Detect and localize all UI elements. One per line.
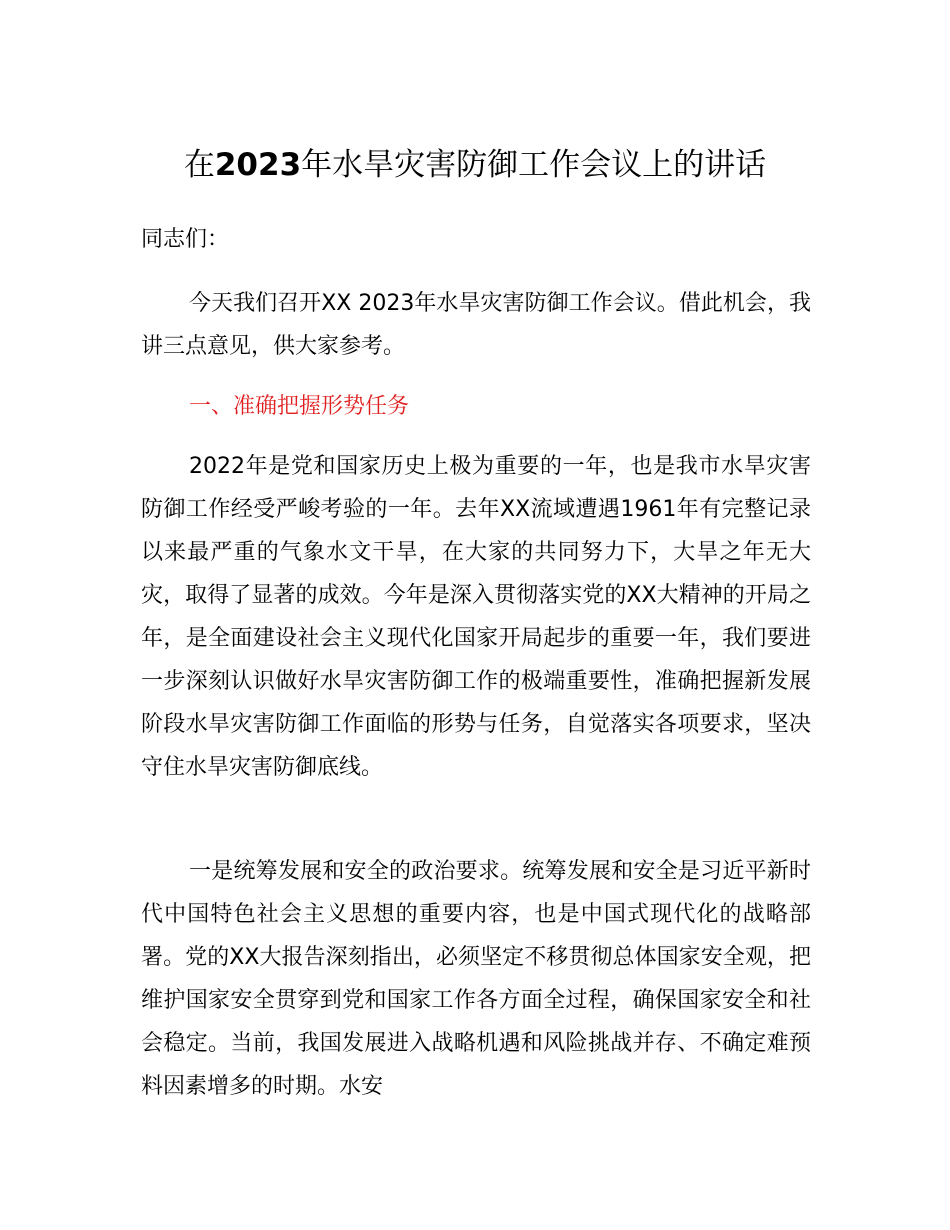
document-title — [100, 142, 850, 188]
title-prefix: 在 — [183, 147, 215, 183]
title-year: 2023 — [214, 147, 302, 183]
paragraph-political-requirement: 一是统筹发展和安全的政治要求。统筹发展和安全是习近平新时代中国特色社会主义思想的重要内容，也是中国式现代化的战略部署。党的XX大报告深刻指出，必须坚定不移贯彻总体国家安全观，把维护国家安全贯穿到党和国家工作各方面全过程，确保国家安全和社会稳定。当前，我国发展进入战略机遇和风险挑战并存、不确定难预料因素增多的时期。水安 — [141, 859, 811, 1099]
salutation: 同志们： — [141, 227, 230, 252]
title-suffix: 年水旱灾害防御工作会议上的讲话 — [301, 147, 767, 183]
paragraph-situation: 2022年是党和国家历史上极为重要的一年，也是我市水旱灾害防御工作经受严峻考验的一年。去年XX流域遭遇1961年有完整记录以来最严重的气象水文干旱，在大家的共同努力下，大旱之年无大灾，取得了显著的成效。今年是深入贯彻落实党的XX大精神的开局之年，是全面建设社会主义现代化国家开局起步的重要一年，我们要进一步深刻认识做好水旱灾害防御工作的极端重要性，准确把握新发展阶段水旱灾害防御工作面临的形势与任务，自觉落实各项要求，坚决守住水旱灾害防御底线。 — [141, 454, 811, 780]
section-heading: 一、准确把握形势任务 — [189, 394, 410, 419]
paragraph-opening: 今天我们召开XX 2023年水旱灾害防御工作会议。借此机会，我讲三点意见，供大家参考。 — [141, 291, 811, 359]
